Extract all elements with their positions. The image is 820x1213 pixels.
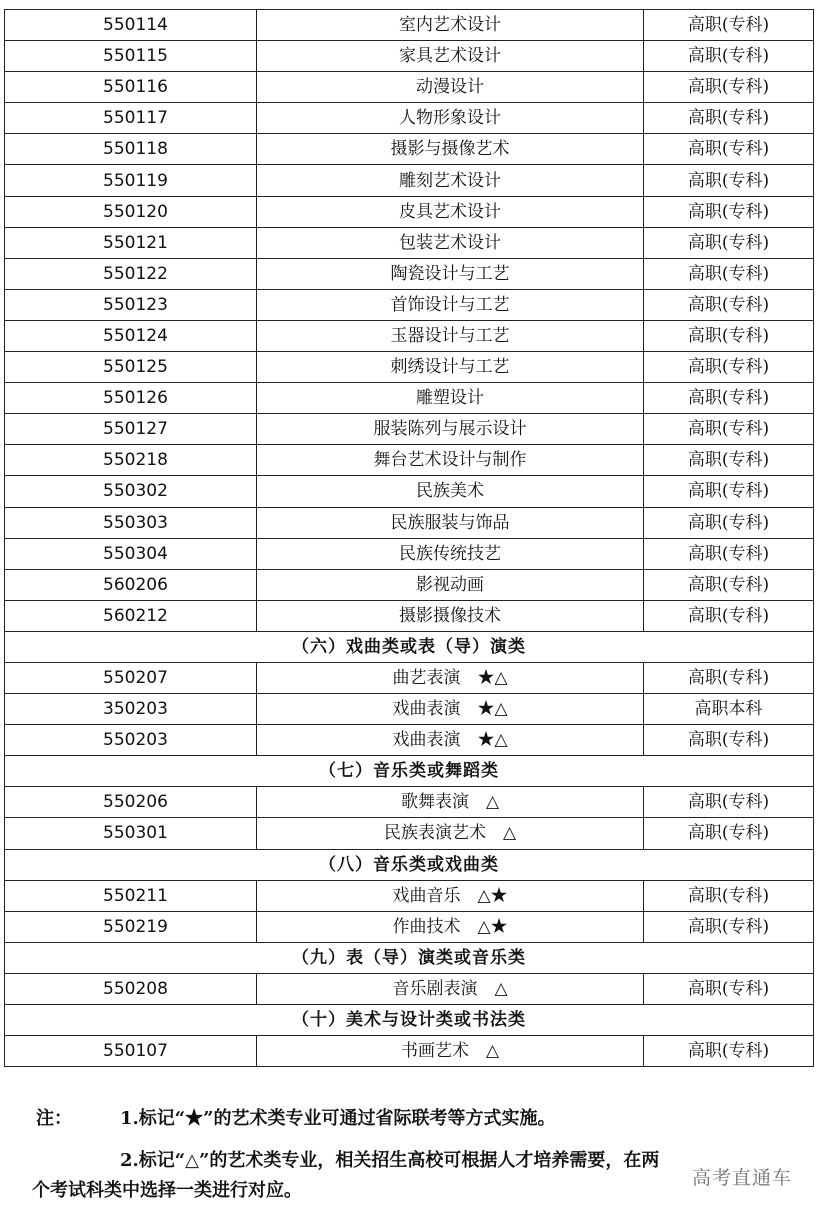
major-name-cell: 戏曲表演 ★△: [257, 725, 644, 756]
major-name-cell: 书画艺术 △: [257, 1036, 644, 1067]
education-level-cell: 高职(专科): [644, 600, 814, 631]
major-code-cell: 550207: [5, 662, 257, 693]
category-heading: （七）音乐类或舞蹈类: [5, 756, 814, 787]
education-level-cell: 高职(专科): [644, 880, 814, 911]
major-name-cell: 民族美术: [257, 476, 644, 507]
notes-section: [4, 1092, 814, 1210]
major-name-cell: 音乐剧表演 △: [257, 973, 644, 1004]
table-row: [5, 476, 814, 507]
education-level-cell: 高职(专科): [644, 258, 814, 289]
major-code-cell: 550117: [5, 103, 257, 134]
major-name-cell: 戏曲音乐 △★: [257, 880, 644, 911]
watermark: 高考直通车: [691, 1167, 792, 1189]
major-code-cell: 550107: [5, 1036, 257, 1067]
education-level-cell: 高职(专科): [644, 10, 814, 41]
major-code-cell: 550120: [5, 196, 257, 227]
major-name-cell: 雕刻艺术设计: [257, 165, 644, 196]
major-name-cell: 民族表演艺术 △: [257, 818, 644, 849]
major-code-cell: 550219: [5, 911, 257, 942]
education-level-cell: 高职(专科): [644, 787, 814, 818]
category-heading: （八）音乐类或戏曲类: [5, 849, 814, 880]
major-code-cell: 550206: [5, 787, 257, 818]
table-row: [5, 725, 814, 756]
table-row: [5, 911, 814, 942]
education-level-cell: 高职(专科): [644, 507, 814, 538]
major-name-cell: 包装艺术设计: [257, 227, 644, 258]
table-row: [5, 880, 814, 911]
education-level-cell: 高职(专科): [644, 445, 814, 476]
category-heading-row: [5, 849, 814, 880]
note-2-line-1: 2.标记“△”的艺术类专业，相关招生高校可根据人才培养需要，在两: [120, 1150, 660, 1171]
education-level-cell: 高职(专科): [644, 227, 814, 258]
education-level-cell: 高职(专科): [644, 569, 814, 600]
education-level-cell: 高职(专科): [644, 320, 814, 351]
education-level-cell: 高职(专科): [644, 41, 814, 72]
table-row: [5, 600, 814, 631]
education-level-cell: 高职(专科): [644, 165, 814, 196]
major-code-cell: 550125: [5, 352, 257, 383]
education-level-cell: 高职(专科): [644, 911, 814, 942]
table-row: [5, 662, 814, 693]
major-name-cell: 作曲技术 △★: [257, 911, 644, 942]
table-row: [5, 258, 814, 289]
major-code-cell: 550126: [5, 383, 257, 414]
table-row: [5, 41, 814, 72]
category-heading: （六）戏曲类或表（导）演类: [5, 631, 814, 662]
major-name-cell: 摄影摄像技术: [257, 600, 644, 631]
table-row: [5, 569, 814, 600]
major-name-cell: 皮具艺术设计: [257, 196, 644, 227]
major-code-cell: 550302: [5, 476, 257, 507]
major-name-cell: 民族传统技艺: [257, 538, 644, 569]
category-heading: （九）表（导）演类或音乐类: [5, 942, 814, 973]
major-code-cell: 350203: [5, 694, 257, 725]
major-code-cell: 550122: [5, 258, 257, 289]
major-code-cell: 550301: [5, 818, 257, 849]
table-row: [5, 787, 814, 818]
major-code-cell: 550304: [5, 538, 257, 569]
education-level-cell: 高职(专科): [644, 538, 814, 569]
major-name-cell: 人物形象设计: [257, 103, 644, 134]
education-level-cell: 高职本科: [644, 694, 814, 725]
education-level-cell: 高职(专科): [644, 476, 814, 507]
major-name-cell: 陶瓷设计与工艺: [257, 258, 644, 289]
table-row: [5, 227, 814, 258]
table-row: [5, 103, 814, 134]
table-row: [5, 445, 814, 476]
table-row: [5, 352, 814, 383]
category-heading-row: [5, 942, 814, 973]
table-row: [5, 973, 814, 1004]
table-row: [5, 507, 814, 538]
major-name-cell: 刺绣设计与工艺: [257, 352, 644, 383]
major-code-cell: 550303: [5, 507, 257, 538]
major-code-cell: 550114: [5, 10, 257, 41]
major-name-cell: 服装陈列与展示设计: [257, 414, 644, 445]
major-name-cell: 首饰设计与工艺: [257, 289, 644, 320]
education-level-cell: 高职(专科): [644, 973, 814, 1004]
major-name-cell: 雕塑设计: [257, 383, 644, 414]
major-name-cell: 玉器设计与工艺: [257, 320, 644, 351]
note-1: 1.标记“★”的艺术类专业可通过省际联考等方式实施。: [120, 1108, 556, 1129]
major-code-cell: 550119: [5, 165, 257, 196]
table-row: [5, 134, 814, 165]
table-row: [5, 289, 814, 320]
major-code-cell: 550124: [5, 320, 257, 351]
category-heading-row: [5, 631, 814, 662]
table-row: [5, 196, 814, 227]
education-level-cell: 高职(专科): [644, 196, 814, 227]
major-code-cell: 550115: [5, 41, 257, 72]
table-row: [5, 1036, 814, 1067]
major-code-cell: 550127: [5, 414, 257, 445]
education-level-cell: 高职(专科): [644, 103, 814, 134]
education-level-cell: 高职(专科): [644, 289, 814, 320]
major-code-cell: 550211: [5, 880, 257, 911]
education-level-cell: 高职(专科): [644, 383, 814, 414]
major-name-cell: 摄影与摄像艺术: [257, 134, 644, 165]
education-level-cell: 高职(专科): [644, 662, 814, 693]
majors-table-body: [5, 10, 814, 1067]
table-row: [5, 383, 814, 414]
major-name-cell: 动漫设计: [257, 72, 644, 103]
major-name-cell: 家具艺术设计: [257, 41, 644, 72]
major-name-cell: 室内艺术设计: [257, 10, 644, 41]
education-level-cell: 高职(专科): [644, 72, 814, 103]
major-code-cell: 550123: [5, 289, 257, 320]
notes-label: 注：: [36, 1108, 72, 1129]
majors-table: [4, 9, 814, 1067]
table-row: [5, 414, 814, 445]
category-heading-row: [5, 756, 814, 787]
major-code-cell: 550203: [5, 725, 257, 756]
education-level-cell: 高职(专科): [644, 352, 814, 383]
table-row: [5, 72, 814, 103]
major-code-cell: 560206: [5, 569, 257, 600]
table-row: [5, 165, 814, 196]
education-level-cell: 高职(专科): [644, 414, 814, 445]
major-name-cell: 戏曲表演 ★△: [257, 694, 644, 725]
major-name-cell: 舞台艺术设计与制作: [257, 445, 644, 476]
major-name-cell: 民族服装与饰品: [257, 507, 644, 538]
major-name-cell: 曲艺表演 ★△: [257, 662, 644, 693]
table-row: [5, 694, 814, 725]
table-row: [5, 538, 814, 569]
major-name-cell: 歌舞表演 △: [257, 787, 644, 818]
category-heading-row: [5, 1005, 814, 1036]
education-level-cell: 高职(专科): [644, 725, 814, 756]
major-code-cell: 550116: [5, 72, 257, 103]
education-level-cell: 高职(专科): [644, 818, 814, 849]
education-level-cell: 高职(专科): [644, 1036, 814, 1067]
table-row: [5, 320, 814, 351]
major-code-cell: 550121: [5, 227, 257, 258]
major-code-cell: 550118: [5, 134, 257, 165]
education-level-cell: 高职(专科): [644, 134, 814, 165]
note-2-line-2: 个考试科类中选择一类进行对应。: [32, 1180, 302, 1201]
table-row: [5, 818, 814, 849]
major-code-cell: 550208: [5, 973, 257, 1004]
major-code-cell: 560212: [5, 600, 257, 631]
category-heading: （十）美术与设计类或书法类: [5, 1005, 814, 1036]
major-code-cell: 550218: [5, 445, 257, 476]
major-name-cell: 影视动画: [257, 569, 644, 600]
table-row: [5, 10, 814, 41]
